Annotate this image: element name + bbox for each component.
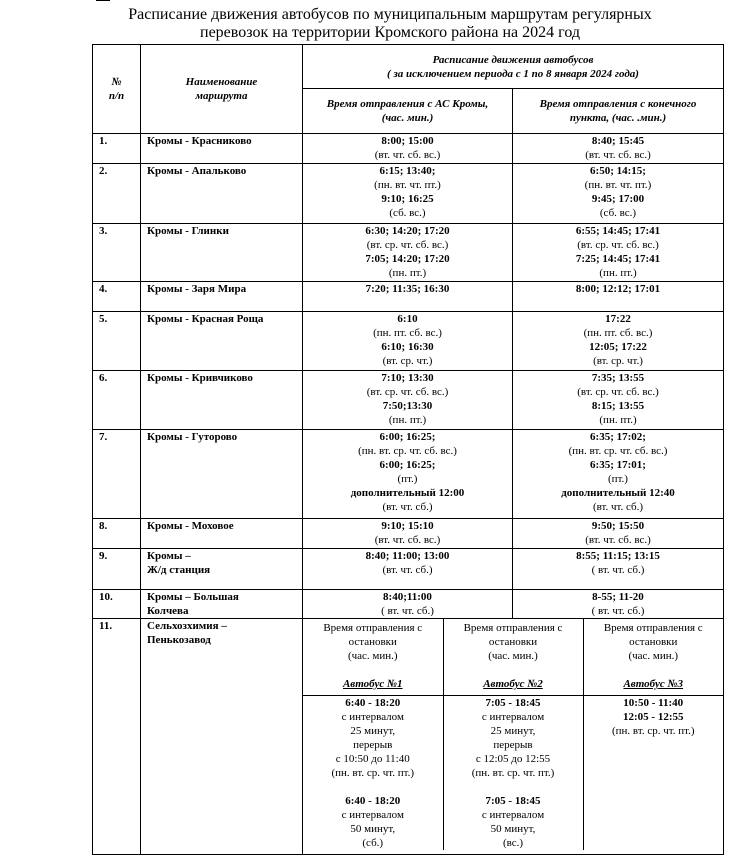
schedule-days: (вт. ср. чт. сб. вс.) — [577, 386, 659, 398]
departure-station-cell — [303, 430, 513, 519]
schedule-days: ( вт. чт. сб.) — [591, 605, 645, 617]
route-number: 7. — [93, 430, 141, 519]
schedule-days: ( вт. чт. сб.) — [591, 564, 645, 576]
route-name-cell — [141, 519, 303, 549]
header-name-2: маршрута — [195, 90, 248, 102]
schedule-times: 6:00; 16:25; — [379, 431, 436, 443]
schedule-times: 8:00; 12:12; 17:01 — [575, 283, 661, 295]
bus-header-cell — [443, 619, 583, 696]
header-row-1 — [93, 45, 724, 89]
bus-time-note: с 10:50 до 11:40 — [335, 753, 410, 765]
bus-time-note: с интервалом — [481, 711, 545, 723]
route-name: Кромы - Красная Роща — [147, 313, 264, 325]
schedule-times: 9:50; 15:50 — [591, 520, 645, 532]
departure-station-cell — [303, 164, 513, 224]
departure-terminal-cell — [513, 134, 724, 164]
departure-station-cell — [303, 224, 513, 282]
schedule-times: 6:55; 14:45; 17:41 — [575, 225, 661, 237]
departure-terminal-cell — [513, 312, 724, 371]
bus-time-note: 25 минут, — [350, 725, 396, 737]
bus-time-note: 25 минут, — [490, 725, 536, 737]
bus-time-note: с интервалом — [481, 809, 545, 821]
schedule-days: (вт. ср. чт. сб. вс.) — [366, 386, 449, 398]
header-name: Наименование — [185, 76, 258, 88]
table-row — [93, 312, 724, 371]
bus-dep-header-3: (час. мин.) — [488, 650, 538, 662]
route-number: 8. — [93, 519, 141, 549]
bus-label: Автобус №1 — [342, 678, 403, 690]
schedule-times: 9:10; 15:10 — [381, 520, 434, 532]
schedule-times: 8:40; 11:00; 13:00 — [365, 550, 450, 562]
schedule-times: 6:35; 17:01; — [590, 459, 646, 471]
table-row — [93, 371, 724, 430]
table-row — [93, 224, 724, 282]
bus-header-spacer — [305, 663, 441, 677]
schedule-days: (вт. чт. сб.) — [382, 564, 433, 576]
table-row — [93, 282, 724, 312]
header-dep-terminal-2: пункта, (час. .мин.) — [569, 112, 667, 124]
schedule-days: (вт. чт. сб. вс.) — [374, 149, 441, 161]
departure-station-cell — [303, 549, 513, 590]
schedule-days: (вт. чт. сб.) — [592, 501, 644, 513]
schedule-times: 8:00; 15:00 — [381, 135, 434, 147]
schedule-days: (пн. пт. сб. вс.) — [373, 327, 442, 339]
departure-terminal-cell — [513, 519, 724, 549]
route-name-2: Колчева — [147, 605, 189, 617]
departure-station-cell — [303, 134, 513, 164]
schedule-times: 8:40; 15:45 — [591, 135, 645, 147]
route-number: 5. — [93, 312, 141, 371]
schedule-times: 6:10; 16:30 — [381, 341, 434, 353]
schedule-times: 8:40;11:00 — [383, 591, 432, 603]
schedule-days: (пн. вт. ср. чт. сб. вс.) — [358, 445, 457, 457]
buses-times-row — [303, 696, 723, 851]
bus-label: Автобус №2 — [483, 678, 543, 690]
schedule-times: 7:10; 13:30 — [381, 372, 434, 384]
schedule-days: (вт. чт. сб. вс.) — [585, 534, 651, 546]
schedule-times: 7:50;13:30 — [382, 400, 433, 412]
schedule-days: ( вт. чт. сб.) — [381, 605, 434, 617]
route-name-cell — [141, 224, 303, 282]
schedule-times: 7:20; 11:35; 16:30 — [365, 283, 450, 295]
schedule-times: дополнительный 12:40 — [561, 487, 675, 499]
departure-terminal-cell — [513, 282, 724, 312]
route-name: Кромы - Кривчиково — [147, 372, 253, 384]
bus-dep-header-3: (час. мин.) — [347, 650, 398, 662]
table-row — [93, 519, 724, 549]
route-name: Кромы - Моховое — [147, 520, 234, 532]
bus-label: Автобус №3 — [623, 678, 684, 690]
page-title-line-2: перевозок на территории Кромского района на 2024 год — [200, 24, 580, 41]
departure-terminal-cell — [513, 590, 724, 619]
bus-time-note: (пн. вт. ср. чт. пт.) — [471, 767, 555, 779]
route-number: 6. — [93, 371, 141, 430]
header-num-2: п/п — [108, 90, 125, 102]
schedule-days: (пн. пт.) — [388, 267, 427, 279]
schedule-days: (пн. вт. чт. пт.) — [374, 179, 441, 191]
bus-block-gap — [446, 780, 581, 794]
bus-time-note: с интервалом — [341, 809, 404, 821]
departure-terminal-cell — [513, 430, 724, 519]
schedule-times: 7:35; 13:55 — [591, 372, 645, 384]
schedule-times: дополнительный 12:00 — [350, 487, 465, 499]
page-title — [60, 6, 720, 42]
bus-time-range: 7:05 - 18:45 — [485, 795, 541, 807]
header-schedule-note: ( за исключением периода с 1 по 8 января 2024 года) — [387, 67, 639, 80]
schedule-table — [92, 44, 724, 855]
schedule-days: (вт. ср. чт.) — [382, 355, 433, 367]
schedule-times: 6:15; 13:40; — [379, 165, 436, 177]
route-name: Сельхозхимия – — [147, 620, 227, 632]
schedule-times: 8:55; 11:15; 13:15 — [576, 550, 660, 562]
header-num-cell — [93, 45, 141, 134]
table-row — [93, 430, 724, 519]
departure-station-cell — [303, 371, 513, 430]
header-schedule: Расписание движения автобусов — [432, 53, 594, 66]
bus-dep-header: Время отправления с — [603, 622, 703, 634]
route-number: 3. — [93, 224, 141, 282]
bus-dep-header-3: (час. мин.) — [628, 650, 679, 662]
departure-terminal-cell — [513, 371, 724, 430]
table-row — [93, 619, 724, 855]
schedule-times: 7:25; 14:45; 17:41 — [575, 253, 661, 265]
table-row — [93, 164, 724, 224]
schedule-days: (пн. вт. чт. пт.) — [584, 179, 652, 191]
bus-dep-header: Время отправления с — [323, 622, 423, 634]
bus-time-range: 10:50 - 11:40 — [623, 697, 684, 709]
bus-time-note: перерыв — [493, 739, 533, 751]
bus-time-range: 12:05 - 12:55 — [623, 711, 684, 723]
route-name-cell — [141, 164, 303, 224]
bus-time-range: 7:05 - 18:45 — [485, 697, 541, 709]
route-name: Кромы – Большая — [147, 591, 239, 603]
schedule-days: (пн. пт. сб. вс.) — [583, 327, 653, 339]
schedule-days: (вт. чт. сб.) — [382, 501, 433, 513]
departure-terminal-cell — [513, 549, 724, 590]
header-name-cell — [141, 45, 303, 134]
schedule-times: 6:00; 16:25; — [379, 459, 436, 471]
header-dep-station-2: (час. мин.) — [381, 112, 434, 124]
route-name-cell — [141, 312, 303, 371]
schedule-times: 6:30; 14:20; 17:20 — [365, 225, 450, 237]
header-dep-station: Время отправления с АС Кромы, — [326, 98, 489, 110]
schedule-days: (вт. ср. чт.) — [593, 355, 643, 367]
bus-times-cell — [303, 696, 443, 851]
header-num: № — [111, 76, 122, 88]
table-row — [93, 590, 724, 619]
bus-time-range: 6:40 - 18:20 — [345, 697, 401, 709]
buses-header-row — [303, 619, 723, 696]
route-name: Кромы - Апальково — [147, 165, 247, 177]
route-number: 10. — [93, 590, 141, 619]
bus-header-cell — [583, 619, 723, 696]
header-schedule-cell — [303, 45, 724, 89]
schedule-days: (сб. вс.) — [389, 207, 426, 219]
schedule-days: (пн. пт.) — [599, 414, 637, 426]
bus-time-note: 50 минут, — [350, 823, 396, 835]
departure-station-cell — [303, 312, 513, 371]
schedule-times: 8-55; 11-20 — [592, 591, 644, 603]
schedule-days: (пт.) — [608, 473, 628, 485]
buses-subtable — [303, 619, 723, 850]
schedule-days: (вт. ср. чт. сб. вс.) — [577, 239, 659, 251]
route-name: Кромы - Глинки — [147, 225, 229, 237]
route-name-cell — [141, 590, 303, 619]
page-top-rule — [96, 0, 110, 1]
departure-terminal-cell — [513, 164, 724, 224]
header-dep-terminal-cell — [513, 89, 724, 134]
route-name-cell — [141, 549, 303, 590]
route-number: 4. — [93, 282, 141, 312]
route-name: Кромы - Заря Мира — [147, 283, 247, 295]
route-name-cell — [141, 371, 303, 430]
schedule-times: 12:05; 17:22 — [589, 341, 647, 353]
bus-block-gap — [305, 780, 441, 794]
departure-station-cell — [303, 282, 513, 312]
bus-time-range: 6:40 - 18:20 — [345, 795, 401, 807]
schedule-days: (вт. чт. сб. вс.) — [374, 534, 441, 546]
bus-time-note: 50 минут, — [490, 823, 536, 835]
schedule-days: (пн. вт. ср. чт. сб. вс.) — [568, 445, 668, 457]
route-name-cell — [141, 134, 303, 164]
route-number: 2. — [93, 164, 141, 224]
route-name-2: Пенькозавод — [147, 634, 211, 646]
bus-time-note: (вс.) — [502, 837, 524, 849]
schedule-times: 6:35; 17:02; — [590, 431, 646, 443]
route-name-cell — [141, 430, 303, 519]
schedule-times: 6:10 — [397, 313, 418, 325]
bus-time-note: (пн. вт. ср. чт. пт.) — [611, 725, 695, 737]
schedule-table-body — [93, 45, 724, 855]
page-title-line-1: Расписание движения автобусов по муниципальным маршрутам регулярных — [128, 6, 652, 23]
schedule-times: 9:45; 17:00 — [591, 193, 645, 205]
bus-time-note: (сб.) — [362, 837, 384, 849]
bus-times-cell — [583, 696, 723, 851]
bus-times-cell — [443, 696, 583, 851]
schedule-days: (вт. ср. чт. сб. вс.) — [366, 239, 449, 251]
bus-time-note: с интервалом — [341, 711, 404, 723]
route-name-cell — [141, 282, 303, 312]
route-name: Кромы - Красниково — [147, 135, 252, 147]
bus-dep-header-2: остановки — [348, 636, 397, 648]
departure-station-cell — [303, 519, 513, 549]
schedule-days: (пн. пт.) — [388, 414, 427, 426]
bus-dep-header: Время отправления с — [463, 622, 563, 634]
schedule-times: 6:50; 14:15; — [590, 165, 646, 177]
buses-schedule-cell — [303, 619, 724, 855]
bus-header-spacer — [586, 663, 722, 677]
schedule-times: 7:05; 14:20; 17:20 — [365, 253, 450, 265]
route-name: Кромы – — [147, 550, 191, 562]
header-dep-station-cell — [303, 89, 513, 134]
departure-terminal-cell — [513, 224, 724, 282]
table-row — [93, 549, 724, 590]
route-name-cell — [141, 619, 303, 855]
schedule-times: 17:22 — [605, 313, 631, 325]
route-number: 11. — [93, 619, 141, 855]
route-number: 9. — [93, 549, 141, 590]
route-name: Кромы - Гуторово — [147, 431, 238, 443]
bus-dep-header-2: остановки — [488, 636, 538, 648]
schedule-days: (вт. чт. сб. вс.) — [585, 149, 651, 161]
bus-header-cell — [303, 619, 443, 696]
route-number: 1. — [93, 134, 141, 164]
departure-station-cell — [303, 590, 513, 619]
bus-time-note: (пн. вт. ср. чт. пт.) — [331, 767, 414, 779]
route-name-2: Ж/д станция — [147, 564, 211, 576]
schedule-days: (сб. вс.) — [599, 207, 637, 219]
bus-dep-header-2: остановки — [629, 636, 678, 648]
table-row — [93, 134, 724, 164]
schedule-days: (пт.) — [397, 473, 418, 485]
bus-time-note: перерыв — [353, 739, 393, 751]
schedule-times: 9:10; 16:25 — [381, 193, 434, 205]
bus-header-spacer — [446, 663, 581, 677]
schedule-days: (пн. пт.) — [599, 267, 637, 279]
schedule-times: 8:15; 13:55 — [591, 400, 645, 412]
header-dep-terminal: Время отправления с конечного — [539, 98, 697, 110]
bus-time-note: с 12:05 до 12:55 — [475, 753, 551, 765]
